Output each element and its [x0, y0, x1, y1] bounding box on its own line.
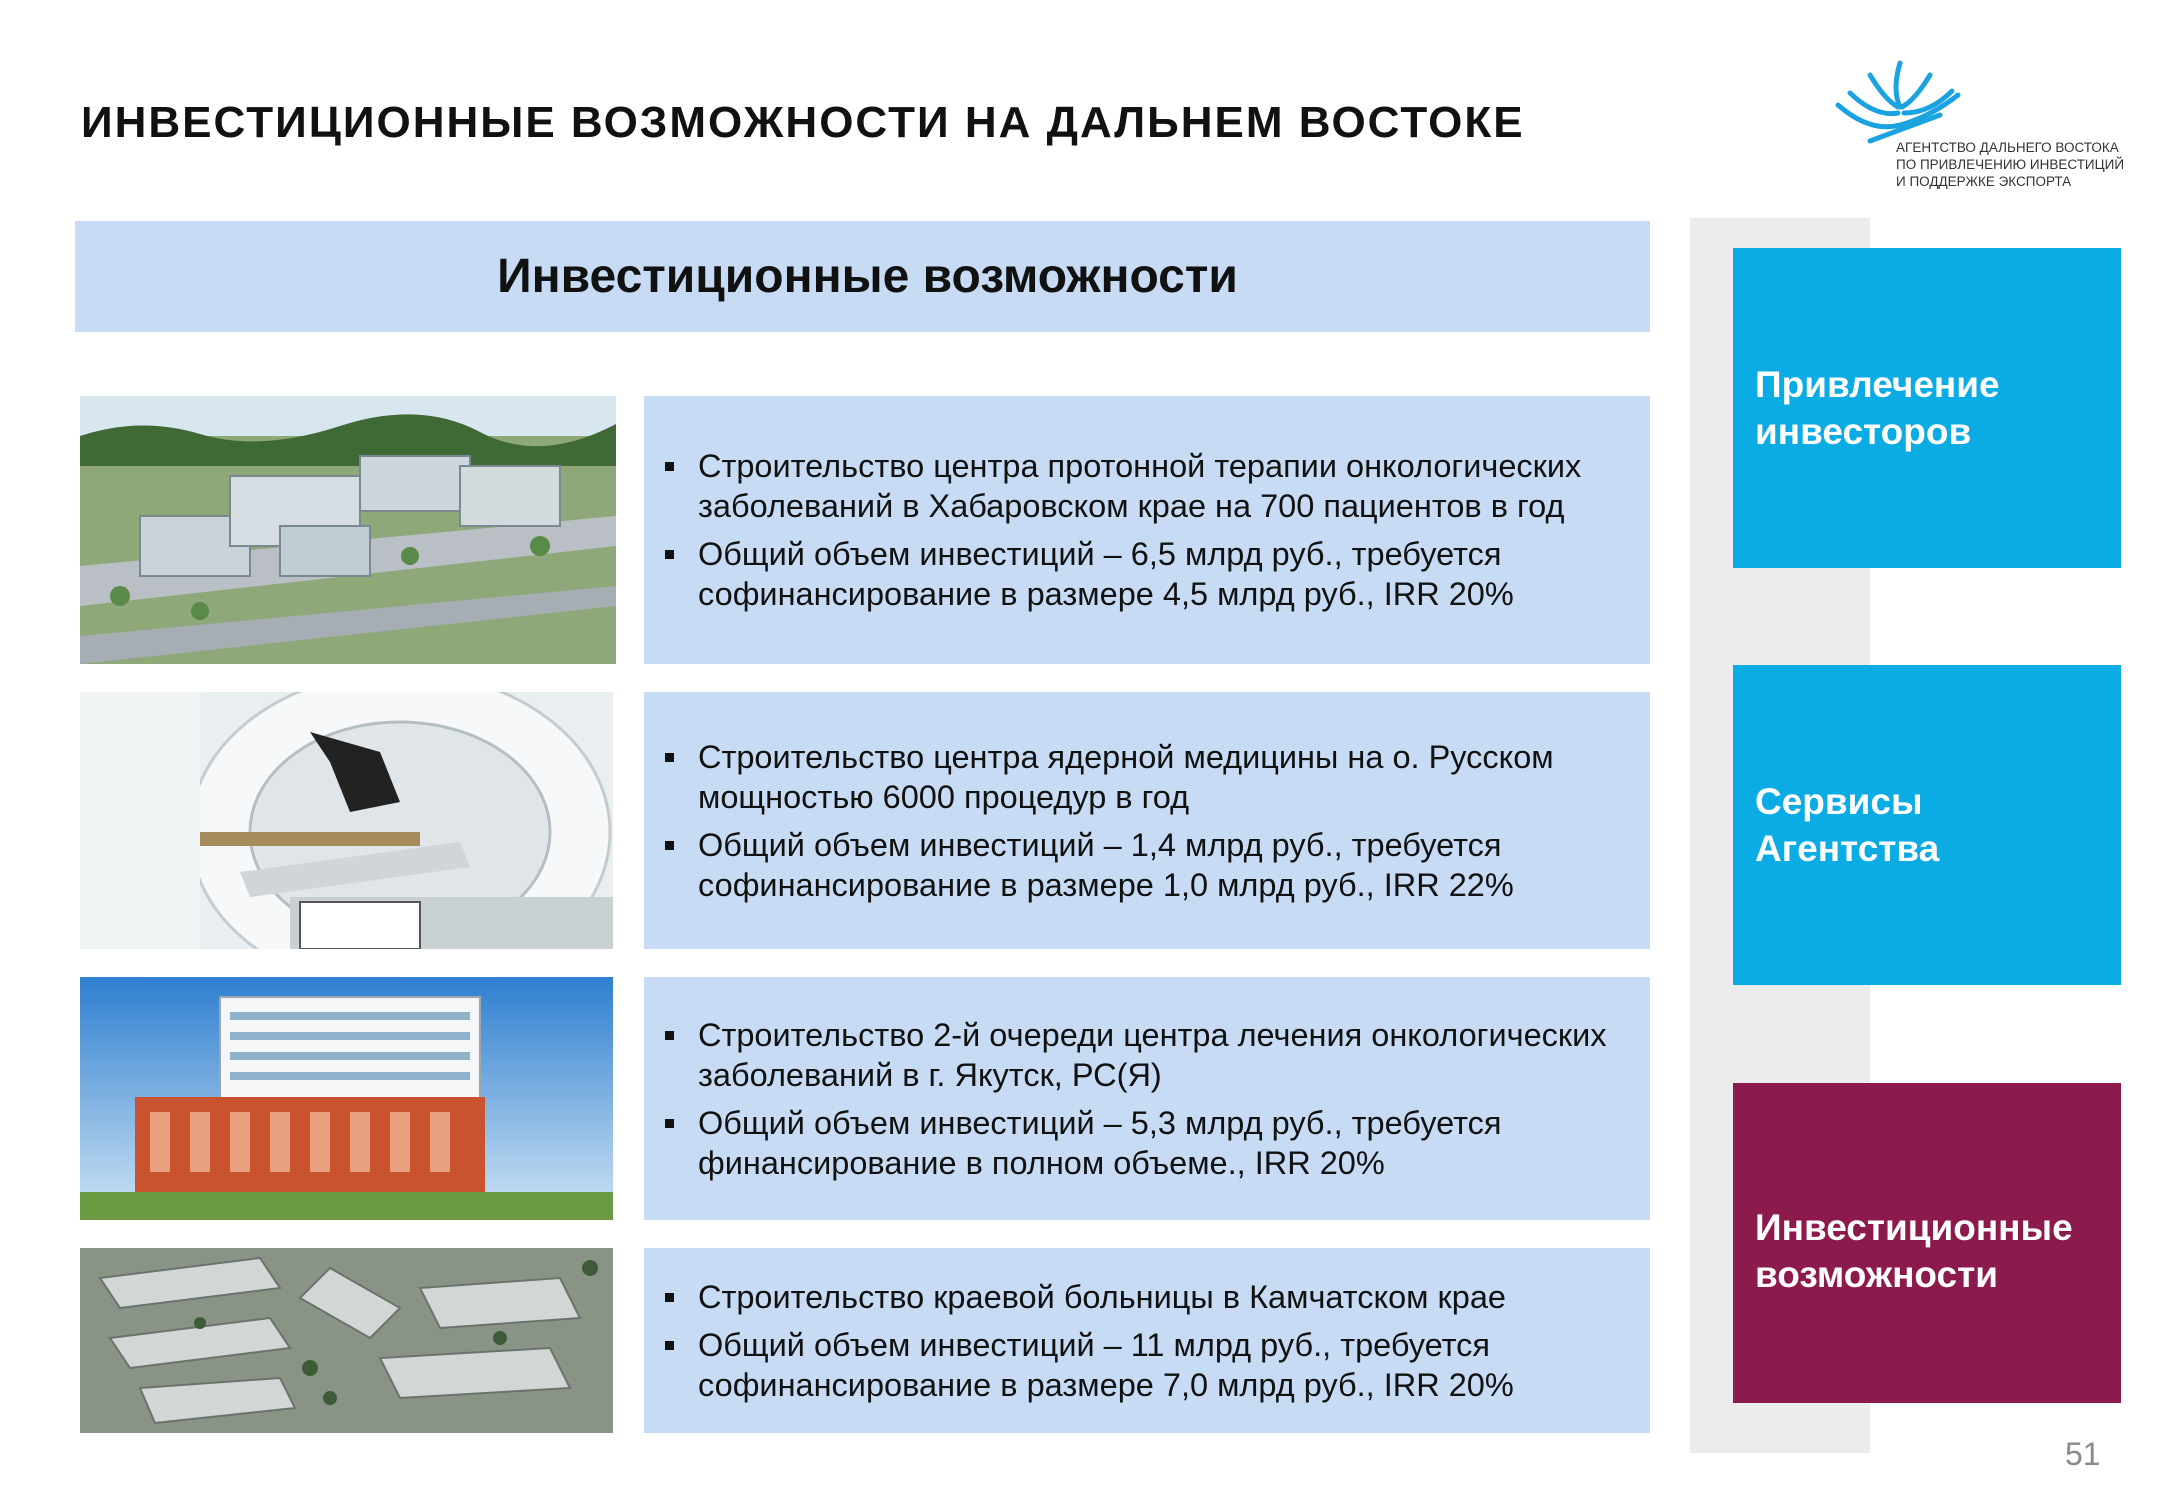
- project-image-nuclear-medicine: [80, 692, 613, 949]
- nav-card-investment-opportunities-label: Инвестиционные возможности: [1755, 1207, 2073, 1295]
- lotus-logo-icon: [1830, 55, 1970, 145]
- nav-card-investors[interactable]: [1733, 248, 2121, 568]
- page-title: ИНВЕСТИЦИОННЫЕ ВОЗМОЖНОСТИ НА ДАЛЬНЕМ ВОСТОКЕ: [81, 98, 1525, 147]
- project-2-bullet-2: Общий объем инвестиций – 1,4 млрд руб., требуется софинансирование в размере 1,0 млрд руб., IRR 22%: [698, 825, 1630, 905]
- project-card-3: [644, 977, 1650, 1220]
- page-number: 51: [2065, 1436, 2101, 1472]
- project-image-kamchatka-hospital: [80, 1248, 613, 1433]
- project-2-bullet-1: Строительство центра ядерной медицины на о. Русском мощностью 6000 процедур в год: [698, 737, 1630, 817]
- nav-card-investors-label: Привлечение инвесторов: [1755, 364, 2000, 452]
- nav-card-agency-services[interactable]: [1733, 665, 2121, 985]
- project-4-bullet-1: Строительство краевой больницы в Камчатском крае: [698, 1277, 1630, 1317]
- nav-card-investment-opportunities[interactable]: [1733, 1083, 2121, 1403]
- agency-logo: [1830, 55, 2125, 195]
- section-header: [75, 221, 1650, 332]
- project-1-bullet-1: Строительство центра протонной терапии онкологических заболеваний в Хабаровском крае на 700 пациентов в год: [698, 446, 1630, 526]
- project-4-bullet-2: Общий объем инвестиций – 11 млрд руб., требуется софинансирование в размере 7,0 млрд руб., IRR 20%: [698, 1325, 1630, 1405]
- section-header-text: Инвестиционные возможности: [497, 250, 1238, 303]
- logo-line-2: ПО ПРИВЛЕЧЕНИЮ ИНВЕСТИЦИЙ: [1896, 157, 2125, 172]
- logo-line-3: И ПОДДЕРЖКЕ ЭКСПОРТА: [1896, 174, 2072, 189]
- project-card-2: [644, 692, 1650, 949]
- project-card-1: [644, 396, 1650, 664]
- project-3-bullet-2: Общий объем инвестиций – 5,3 млрд руб., требуется финансирование в полном объеме., IRR 20%: [698, 1103, 1630, 1183]
- nav-card-agency-services-label: Сервисы Агентства: [1755, 781, 1940, 869]
- project-image-yakutsk-center: [80, 977, 613, 1220]
- project-3-bullet-1: Строительство 2-й очереди центра лечения онкологических заболеваний в г. Якутск, РС(Я): [698, 1015, 1630, 1095]
- logo-line-1: АГЕНТСТВО ДАЛЬНЕГО ВОСТОКА: [1896, 140, 2119, 155]
- project-image-proton-center: [80, 396, 616, 664]
- project-card-4: [644, 1248, 1650, 1433]
- project-1-bullet-2: Общий объем инвестиций – 6,5 млрд руб., требуется софинансирование в размере 4,5 млрд руб., IRR 20%: [698, 534, 1630, 614]
